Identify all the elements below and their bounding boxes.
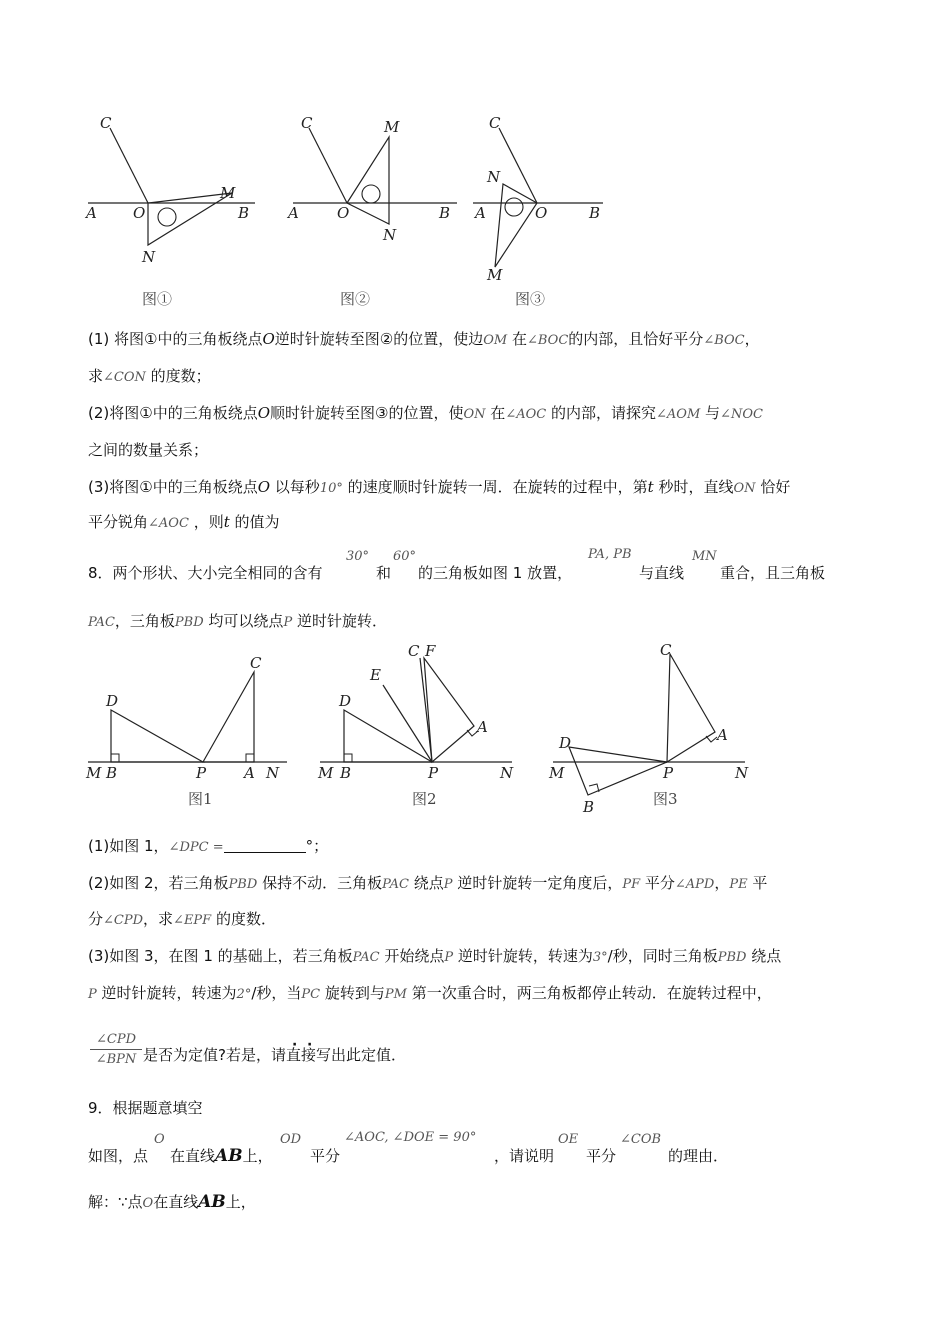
label-N: N (735, 764, 749, 782)
figure-caption: 图③ (515, 290, 546, 308)
label-A: A (477, 718, 488, 736)
q8-statement-line1: 8．两个形状、大小完全相同的含有 30° 和 60° 的三角板如图 1 放置， PA, PB 与直线 MN 重合，且三角板 (88, 547, 826, 582)
label-E: E (370, 666, 381, 684)
label-B: B (583, 798, 595, 816)
q8-figure-2 (312, 640, 532, 810)
q7-part3-line2: 平分锐角∠AOC ，则t 的值为 (88, 513, 280, 531)
label-N: N (500, 764, 514, 782)
label-B: B (589, 204, 601, 222)
label-C: C (489, 114, 501, 132)
figure-3-rotating-triangle (465, 110, 615, 310)
q8-part3-line2: P 逆时针旋转，转速为2°/秒，当PC 旋转到与PM 第一次重合时，两三角板都停止转动．在旋转过程中， (88, 984, 772, 1002)
label-B: B (439, 204, 451, 222)
q9-title: 9．根据题意填空 (88, 1099, 203, 1117)
fraction-cpd-over-bpn: ∠CPD ∠BPN (90, 1032, 142, 1067)
label-O: O (535, 204, 548, 222)
label-F: F (425, 642, 436, 660)
q8-figure-1 (82, 650, 302, 820)
figure-caption: 图② (340, 290, 371, 308)
label-C: C (660, 641, 672, 659)
q8-part1: (1)如图 1，∠DPC = °； (88, 837, 329, 855)
label-P: P (196, 764, 207, 782)
label-A: A (475, 204, 486, 222)
label-O: O (337, 204, 350, 222)
q8-statement-line2: PAC，三角板PBD 均可以绕点P 逆时针旋转． (88, 612, 387, 630)
q8-part2-line2: 分∠CPD，求∠EPF 的度数． (88, 910, 276, 928)
figure-caption: 图① (142, 290, 173, 308)
label-N: N (383, 226, 397, 244)
label-M: M (86, 764, 102, 782)
label-M: M (384, 118, 400, 136)
label-A: A (288, 204, 299, 222)
q8-part3-line1: (3)如图 3，在图 1 的基础上，若三角板PAC 开始绕点P 逆时针旋转，转速为3°/秒，同时三角板PBD 绕点 (88, 947, 782, 965)
label-A: A (244, 764, 255, 782)
label-D: D (106, 692, 119, 710)
label-D: D (339, 692, 352, 710)
figure-2-rotating-triangle (285, 110, 465, 310)
label-C: C (250, 654, 262, 672)
q7-part3-line1: (3)将图①中的三角板绕点O 以每秒10° 的速度顺时针旋转一周．在旋转的过程中，第t 秒时，直线ON 恰好 (88, 478, 791, 496)
q7-part1-line1: (1) 将图①中的三角板绕点O逆时针旋转至图②的位置，使边OM 在∠BOC的内部，且恰好平分∠BOC， (88, 330, 760, 348)
label-B: B (340, 764, 352, 782)
label-N: N (142, 248, 156, 266)
figure-caption: 图2 (412, 790, 437, 808)
label-N: N (266, 764, 280, 782)
q8-part2-line1: (2)如图 2，若三角板PBD 保持不动．三角板PAC 绕点P 逆时针旋转一定角度后，PF 平分∠APD，PE 平 (88, 874, 768, 892)
label-A: A (717, 726, 728, 744)
label-O: O (133, 204, 146, 222)
label-M: M (487, 266, 503, 284)
label-D: D (559, 734, 572, 752)
q7-part2-line1: (2)将图①中的三角板绕点O顺时针旋转至图③的位置，使ON 在∠AOC 的内部，请探究∠AOM 与∠NOC (88, 404, 763, 422)
q9-solution-start: 解：∵点O在直线AB上， (88, 1192, 256, 1212)
figure-caption: 图3 (653, 790, 678, 808)
label-B: B (106, 764, 118, 782)
figure-1-rotating-triangle (80, 110, 260, 310)
q8-part3-line3: 是否为定值?若是，请直接写出此定值． (143, 1046, 407, 1064)
answer-blank[interactable] (224, 838, 306, 853)
label-C: C (408, 642, 420, 660)
q7-part1-line2: 求∠CON 的度数； (88, 367, 211, 385)
label-A: A (86, 204, 97, 222)
q7-part2-line2: 之间的数量关系； (88, 441, 209, 459)
label-N: N (487, 168, 501, 186)
label-B: B (238, 204, 250, 222)
label-P: P (428, 764, 439, 782)
q8-figure-3 (545, 640, 765, 820)
label-M: M (318, 764, 334, 782)
label-C: C (301, 114, 313, 132)
q9-statement: 如图，点 O 在直线AB上， OD 平分 ∠AOC, ∠DOE = 90° ，请说明 OE 平分 ∠COB 的理由． (88, 1130, 729, 1166)
label-P: P (663, 764, 674, 782)
label-M: M (220, 184, 236, 202)
label-C: C (100, 114, 112, 132)
label-M: M (549, 764, 565, 782)
figure-caption: 图1 (188, 790, 213, 808)
